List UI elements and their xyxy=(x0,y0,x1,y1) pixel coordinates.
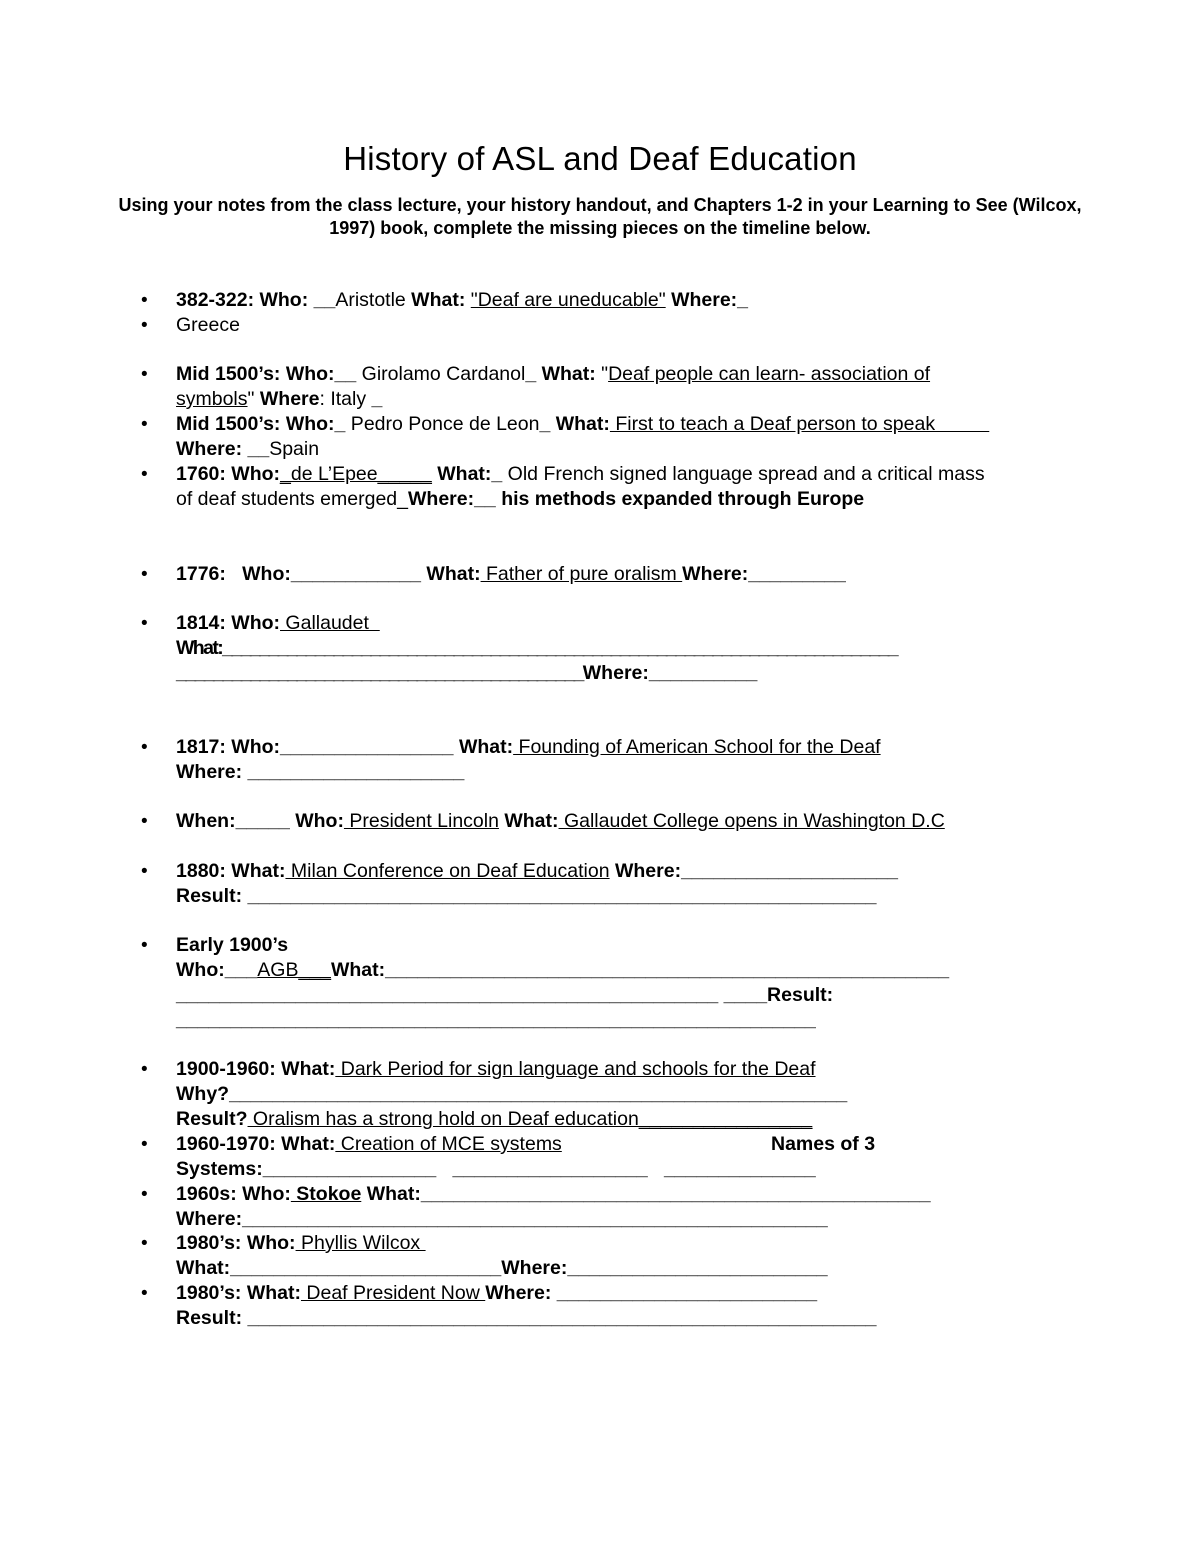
bullet-icon: • xyxy=(141,414,148,435)
quote: " xyxy=(247,388,255,410)
item-label: 1980’s: Who: xyxy=(176,1232,296,1254)
result-label: Result: __________________________________________________________ xyxy=(176,885,877,907)
who-answer: Gallaudet xyxy=(280,612,380,634)
bullet-icon: • xyxy=(141,315,148,336)
blank: _ xyxy=(539,413,551,435)
where-label: Where:______________________________________________________ xyxy=(176,1208,828,1230)
who-label: Who: xyxy=(289,810,344,832)
what-answer-cont: symbols xyxy=(176,388,248,410)
item-label: 1817: Who:________________ xyxy=(176,736,454,758)
item-label: 1960-1970: What: xyxy=(176,1133,336,1155)
bullet-icon: • xyxy=(141,613,148,634)
what-answer: Dark Period for sign language and schools for the Deaf xyxy=(335,1058,816,1080)
where-answer: Spain xyxy=(269,438,320,460)
blank: _ xyxy=(366,388,383,410)
bullet-icon: • xyxy=(141,290,148,311)
where-label: Where xyxy=(254,388,320,410)
what-answer: Milan Conference on Deaf Education xyxy=(285,860,610,882)
what-answer: Deaf President Now xyxy=(300,1282,486,1304)
what-label: What: xyxy=(405,289,466,311)
bullet-icon: • xyxy=(141,1184,148,1205)
item-label: Mid 1500’s: Who:_ xyxy=(176,413,346,435)
timeline-item-1980s-wilcox xyxy=(141,1231,1106,1281)
why-label: Why?_________________________________________________________ xyxy=(176,1083,848,1105)
timeline-item-greece xyxy=(141,313,1106,338)
what-label: What:_ xyxy=(431,463,503,485)
result-answer: Oralism has a strong hold on Deaf education________________ xyxy=(247,1108,813,1130)
what-answer: Creation of MCE systems xyxy=(335,1133,562,1155)
timeline-item-1960-1970 xyxy=(141,1132,1106,1182)
where-answer: Greece xyxy=(176,314,240,336)
what-answer: Old French signed language spread and a critical mass xyxy=(502,463,985,485)
what-label: What: xyxy=(421,563,481,585)
timeline-item-1880 xyxy=(141,859,1106,909)
blank: __ xyxy=(308,289,336,311)
who-answer: President Lincoln xyxy=(343,810,499,832)
where-label: Where: ____________________ xyxy=(176,761,465,783)
timeline-item-lincoln xyxy=(141,809,1106,834)
what-label: What: xyxy=(498,810,559,832)
timeline-item-1776 xyxy=(141,562,1106,587)
instructions: Using your notes from the class lecture, your history handout, and Chapters 1-2 in your Learning to See (Wilcox, 1997) book, complete the missing pieces on the timeline below. xyxy=(118,195,1082,238)
where-label: Where: __ xyxy=(176,438,270,460)
what-label: What:_________________________________________________________________________ xyxy=(176,637,898,659)
bullet-icon: • xyxy=(141,935,148,956)
bullet-icon: • xyxy=(141,1283,148,1304)
item-label: When:_____ xyxy=(176,810,290,832)
timeline-item-ponce xyxy=(141,412,1106,462)
what-label: What: xyxy=(550,413,610,435)
who-answer: Stokoe xyxy=(290,1183,362,1205)
who-answer: Phyllis Wilcox xyxy=(295,1232,426,1254)
timeline-item-1900-1960 xyxy=(141,1057,1106,1132)
timeline-item-1817 xyxy=(141,735,1106,785)
what-answer: Founding of American School for the Deaf xyxy=(513,736,881,758)
what-answer: Deaf people can learn- association of xyxy=(608,363,931,385)
systems-label: Systems:________________ __________________ ______________ xyxy=(176,1158,816,1180)
who-answer: AGB___ xyxy=(257,959,331,981)
item-label: Mid 1500’s: Who:__ xyxy=(176,363,357,385)
timeline-item-1980s-dpn xyxy=(141,1281,1106,1331)
result-label: Result? xyxy=(176,1108,248,1130)
page-title: History of ASL and Deaf Education xyxy=(343,140,857,177)
what-label: What: xyxy=(453,736,514,758)
item-label: 1760: Who: xyxy=(176,463,281,485)
where-label: Where: ________________________ xyxy=(485,1282,818,1304)
bullet-icon: • xyxy=(141,811,148,832)
item-label: 1880: What: xyxy=(176,860,286,882)
what-answer: Gallaudet College opens in Washington D.C xyxy=(558,810,945,832)
item-label: 382-322: Who: xyxy=(176,289,309,311)
where-label: Where:__ his methods expanded through Europe xyxy=(408,488,865,510)
item-label: 1776: Who:____________ xyxy=(176,563,421,585)
where-answer: Italy xyxy=(330,388,367,410)
timeline-item-early-1900s xyxy=(141,933,1106,1033)
result-label: Result: __________________________________________________________ xyxy=(176,1307,877,1329)
timeline-item-382bc xyxy=(141,288,1106,313)
colon: : xyxy=(319,388,331,410)
item-label: 1814: Who: xyxy=(176,612,281,634)
what-label: What:_______________________________________________ xyxy=(361,1183,931,1205)
blank-line: ____________________________________________ xyxy=(176,662,583,684)
item-label: 1960s: Who: xyxy=(176,1183,291,1205)
what-label: What:____________________________________________________ xyxy=(330,959,950,981)
bullet-icon: • xyxy=(141,564,148,585)
timeline-item-1814 xyxy=(141,611,1106,686)
result-label: Result: xyxy=(767,984,834,1006)
what-answer-cont: of deaf students emerged_ xyxy=(176,488,408,510)
item-label: 1980’s: What: xyxy=(176,1282,301,1304)
who-answer: Aristotle xyxy=(335,289,406,311)
where-label: Where:_ xyxy=(665,289,749,311)
where-label: Where:__________ xyxy=(582,662,758,684)
names-label: Names of 3 xyxy=(771,1133,876,1155)
blank: _ xyxy=(525,363,537,385)
what-label: What: xyxy=(536,363,596,385)
timeline-item-1960s xyxy=(141,1182,1106,1232)
blank-line: __________________________________________________ ____ xyxy=(176,984,768,1006)
what-answer: First to teach a Deaf person to speak xyxy=(609,413,990,435)
quote: " xyxy=(595,363,609,385)
bullet-icon: • xyxy=(141,364,148,385)
who-label: Who:___ xyxy=(176,959,258,981)
who-answer: Pedro Ponce de Leon xyxy=(345,413,540,435)
what-where-label: What:_________________________Where:________________________ xyxy=(176,1257,828,1279)
timeline-item-1760 xyxy=(141,462,1106,512)
bullet-icon: • xyxy=(141,1233,148,1254)
what-answer: "Deaf are uneducable" xyxy=(470,289,666,311)
bullet-icon: • xyxy=(141,1134,148,1155)
where-label: Where:_________ xyxy=(682,563,846,585)
what-answer: Father of pure oralism xyxy=(480,563,683,585)
bullet-icon: • xyxy=(141,737,148,758)
bullet-icon: • xyxy=(141,1059,148,1080)
timeline-item-cardano xyxy=(141,362,1106,412)
bullet-icon: • xyxy=(141,861,148,882)
bullet-icon: • xyxy=(141,464,148,485)
item-label: 1900-1960: What: xyxy=(176,1058,336,1080)
who-answer: _de L’Epee_____ xyxy=(280,463,432,485)
blank-line: ___________________________________________________________ xyxy=(176,1009,816,1031)
who-answer: Girolamo Cardanol xyxy=(356,363,526,385)
where-label: Where:____________________ xyxy=(609,860,898,882)
item-label: Early 1900’s xyxy=(176,934,289,956)
